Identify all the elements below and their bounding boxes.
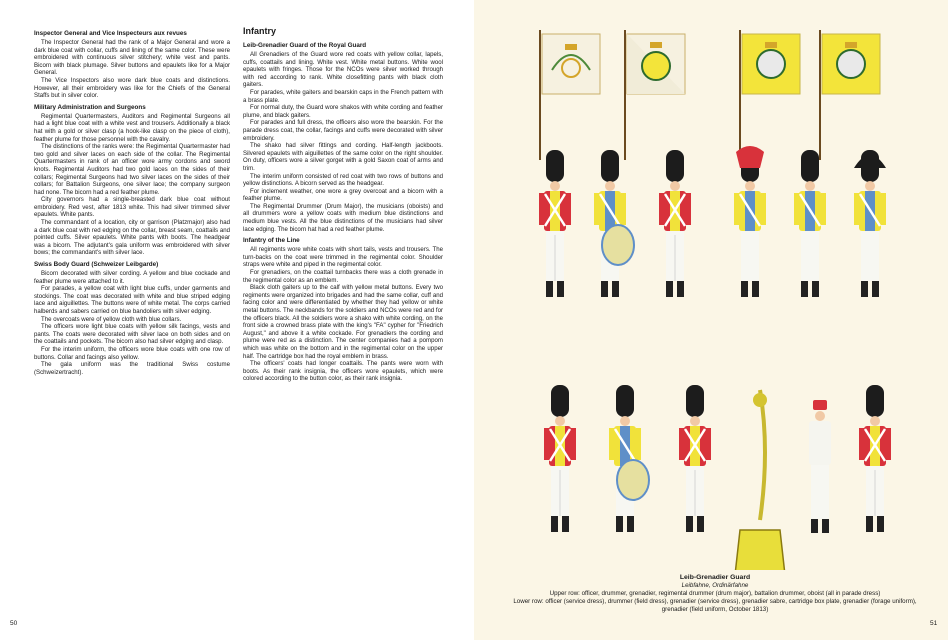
- paragraph: The shako had silver fittings and cording. Half-length jackboots. Silvered epaulets with aiguillettes of the same color on the right shoulder. On duty, officers wore a silver gorget with a gold Saxon coat of arms and trim.: [243, 142, 443, 172]
- caption-upper-row: Upper row: officer, drummer, grenadier, regimental drummer (drum major), battalion drummer, oboist (all in parade dress): [549, 590, 881, 597]
- uniform-plate-illustration: [500, 30, 930, 570]
- flag-ordinarfahne-2: [820, 30, 880, 160]
- paragraph: Black cloth gaiters up to the calf with yellow metal buttons. Every two regiments were organized into brigades and had the same collar, cuff and facing color and were differentiated by whether they had yellow or white metal buttons. The neckbands for the soldiers and NCOs were red and for the officers black. All the soldiers wore a shako with white cording, on the front side a crowned brass plate with the king's "FA" cypher for "Friedrich August," and above it a white cockade. For grenadiers the cording and plume were red as a distinction. The center companies had a pompom which was white on the bottom and in the regimental color on the upper half. The cartridge box had the royal emblem in brass.: [243, 284, 443, 360]
- caption-title: Leib-Grenadier Guard: [679, 574, 751, 581]
- page-number-right: 51: [930, 620, 938, 627]
- paragraph: For parades and full dress, the officers also wore the bearskin. For the parade dress coat, the collar, facings and cuffs were decorated with silver embroidery.: [243, 119, 443, 142]
- paragraph: City governors had a single-breasted dark blue coat without embroidery. Red vest, after 1813 white. This had silver trimmed silver epaulets. White pants.: [34, 196, 230, 219]
- flag-leibfahne-1: [540, 30, 600, 160]
- caption-subtitle: Leibfahne, Ordinärfahne: [681, 582, 749, 589]
- figure-drummer-parade: [594, 150, 634, 297]
- section-title: Infantry: [243, 26, 277, 36]
- paragraph: For grenadiers, on the coattail turnbacks there was a cloth grenade in the regimental color as an emblem.: [243, 269, 443, 284]
- figure-drummer-field: [609, 385, 649, 532]
- figure-battalion-drummer: [794, 150, 826, 297]
- section-heading: Leib-Grenadier Guard of the Royal Guard: [243, 42, 367, 49]
- paragraph: Bicorn decorated with silver cording. A yellow and blue cockade and feather plume were attached to it.: [34, 270, 230, 285]
- paragraph: For normal duty, the Guard wore shakos with white cording and feather plume, and black gaiters.: [243, 104, 443, 119]
- plate-caption: [500, 574, 930, 614]
- section-heading: Inspector General and Vice Inspecteurs aux revues: [34, 30, 187, 37]
- paragraph: The interim uniform consisted of red coat with two rows of buttons and yellow distinctions. A bicorn served as the headgear.: [243, 172, 443, 188]
- figure-regimental-drummer: [734, 146, 766, 297]
- figure-grenadier-forage: [809, 400, 831, 533]
- section-heading: Swiss Body Guard (Schweizer Leibgarde): [34, 261, 159, 269]
- paragraph: The distinctions of the ranks were: the Regimental Quartermaster had two gold and silver laces on each side of the collar. The Regimental Quartermasters in rank of an officer wore army cordons and sword knots. Regimental Auditors had two gold laces on the sides of their collars; Regimental Surgeons had two silver laces on the sides of their collars; for Battalion Surgeons, one silver lace; the company surgeon had none. The bicorn had a red feather plume.: [34, 143, 230, 196]
- paragraph: For parades, white gaiters and bearskin caps in the French pattern with a brass plate.: [243, 88, 443, 104]
- paragraph: The Inspector General had the rank of a Major General and wore a dark blue coat with collar, cuffs and lining of the same color. These were embroidered with continuous silver stitchery; white vest and pants. Bicorn with black plumage. Silver buttons and epaulets like for a Major General.: [34, 39, 230, 77]
- paragraph: All regiments wore white coats with short tails, vests and trousers. The turn-backs on the coat were trimmed in the regimental color. Shoulder straps were white and piped in the regimental color.: [243, 246, 443, 269]
- paragraph: The overcoats were of yellow cloth with blue collars.: [41, 315, 182, 323]
- paragraph: The officers wore light blue coats with yellow silk facings, vests and pants. The coats were decorated with silver lace on both sides and on the coattails and pockets. The bicorn also had silver edging and clasp.: [34, 323, 230, 346]
- page-number-left: 50: [10, 620, 18, 627]
- flag-ordinarfahne-1: [740, 30, 800, 160]
- paragraph: For the interim uniform, the officers wore blue coats with one row of buttons. Collar and facings also yellow.: [34, 345, 230, 361]
- paragraph: For parades, a yellow coat with light blue cuffs, under garments and stockings. The coat was decorated with white and blue striped edging lace and aiguillettes. The buttons were of white metal. The corps carried halberds and sabers carried on blue bandoliers with silver edging.: [34, 285, 230, 315]
- paragraph: The Regimental Drummer (Drum Major), the musicians (oboists) and all drummers wore a yellow coats with medium blue distinctions and medium blue vests. All the blue distinctions of the musicians had silver lace edging. The bicorn hat had a red feather plume.: [243, 202, 443, 233]
- paragraph: Regimental Quartermasters, Auditors and Regimental Surgeons all had a light blue coat with a white vest and trousers. Additionally a black hat with a gold or silver clasp (a hook-like clasp on the piece of cloth), feather plume for those personnel with the cavalry.: [34, 112, 230, 143]
- grenadier-sabre-and-plate: [735, 390, 785, 570]
- paragraph: The gala uniform was the traditional Swiss costume (Schweizertracht).: [34, 361, 230, 376]
- caption-lower-row: Lower row: officer (service dress), drummer (field dress), grenadier (service dress), grenadier sabre, cartridge box plate, grenadier (forage uniform), grenadier (field uniform, October 1813): [513, 598, 917, 613]
- paragraph: The commandant of a location, city or garrison (Platzmajor) also had a dark blue coat with red edging on the collar, breast seam, coattails and pointed cuffs. Silver epaulets. White pants with boots. The headgear was a bicorn. The adjutant's gala uniform was embroidered with silver bows; the commandant's with silver lace.: [34, 219, 230, 257]
- section-heading: Military Administration and Surgeons: [34, 103, 146, 111]
- section-heading: Infantry of the Line: [243, 237, 300, 245]
- text-column-1: [34, 26, 230, 376]
- text-column-2: [243, 26, 443, 383]
- figure-grenadier-parade: [659, 150, 691, 297]
- figure-grenadier-field-1813: [859, 385, 891, 532]
- flag-leibfahne-2: [625, 30, 685, 160]
- paragraph: All Grenadiers of the Guard wore red coats with yellow collar, lapels, cuffs, coattails and lining. White vest. White metal buttons. White wool epaulets with fringes. Those for the NCOs were silver worked through with red according to rank. White closefitting pants with black cloth gaiters.: [243, 51, 443, 89]
- figure-officer-parade: [539, 150, 571, 297]
- figure-grenadier-service: [679, 385, 711, 532]
- figure-oboist: [854, 150, 886, 297]
- paragraph: For inclement weather, one wore a grey overcoat and a bicorn with a feather plume.: [243, 187, 443, 203]
- paragraph: The officers' coats had longer coattails. The pants were worn with boots. As their rank insignia, the officers wore epaulets, which were colored according to the button color, as their rank insignia.: [243, 360, 443, 383]
- figure-officer-service: [544, 385, 576, 532]
- paragraph: The Vice Inspectors also wore dark blue coats and distinctions. However, all their embroidery was like for the Chiefs of the General Staffs but in silver color.: [34, 76, 230, 100]
